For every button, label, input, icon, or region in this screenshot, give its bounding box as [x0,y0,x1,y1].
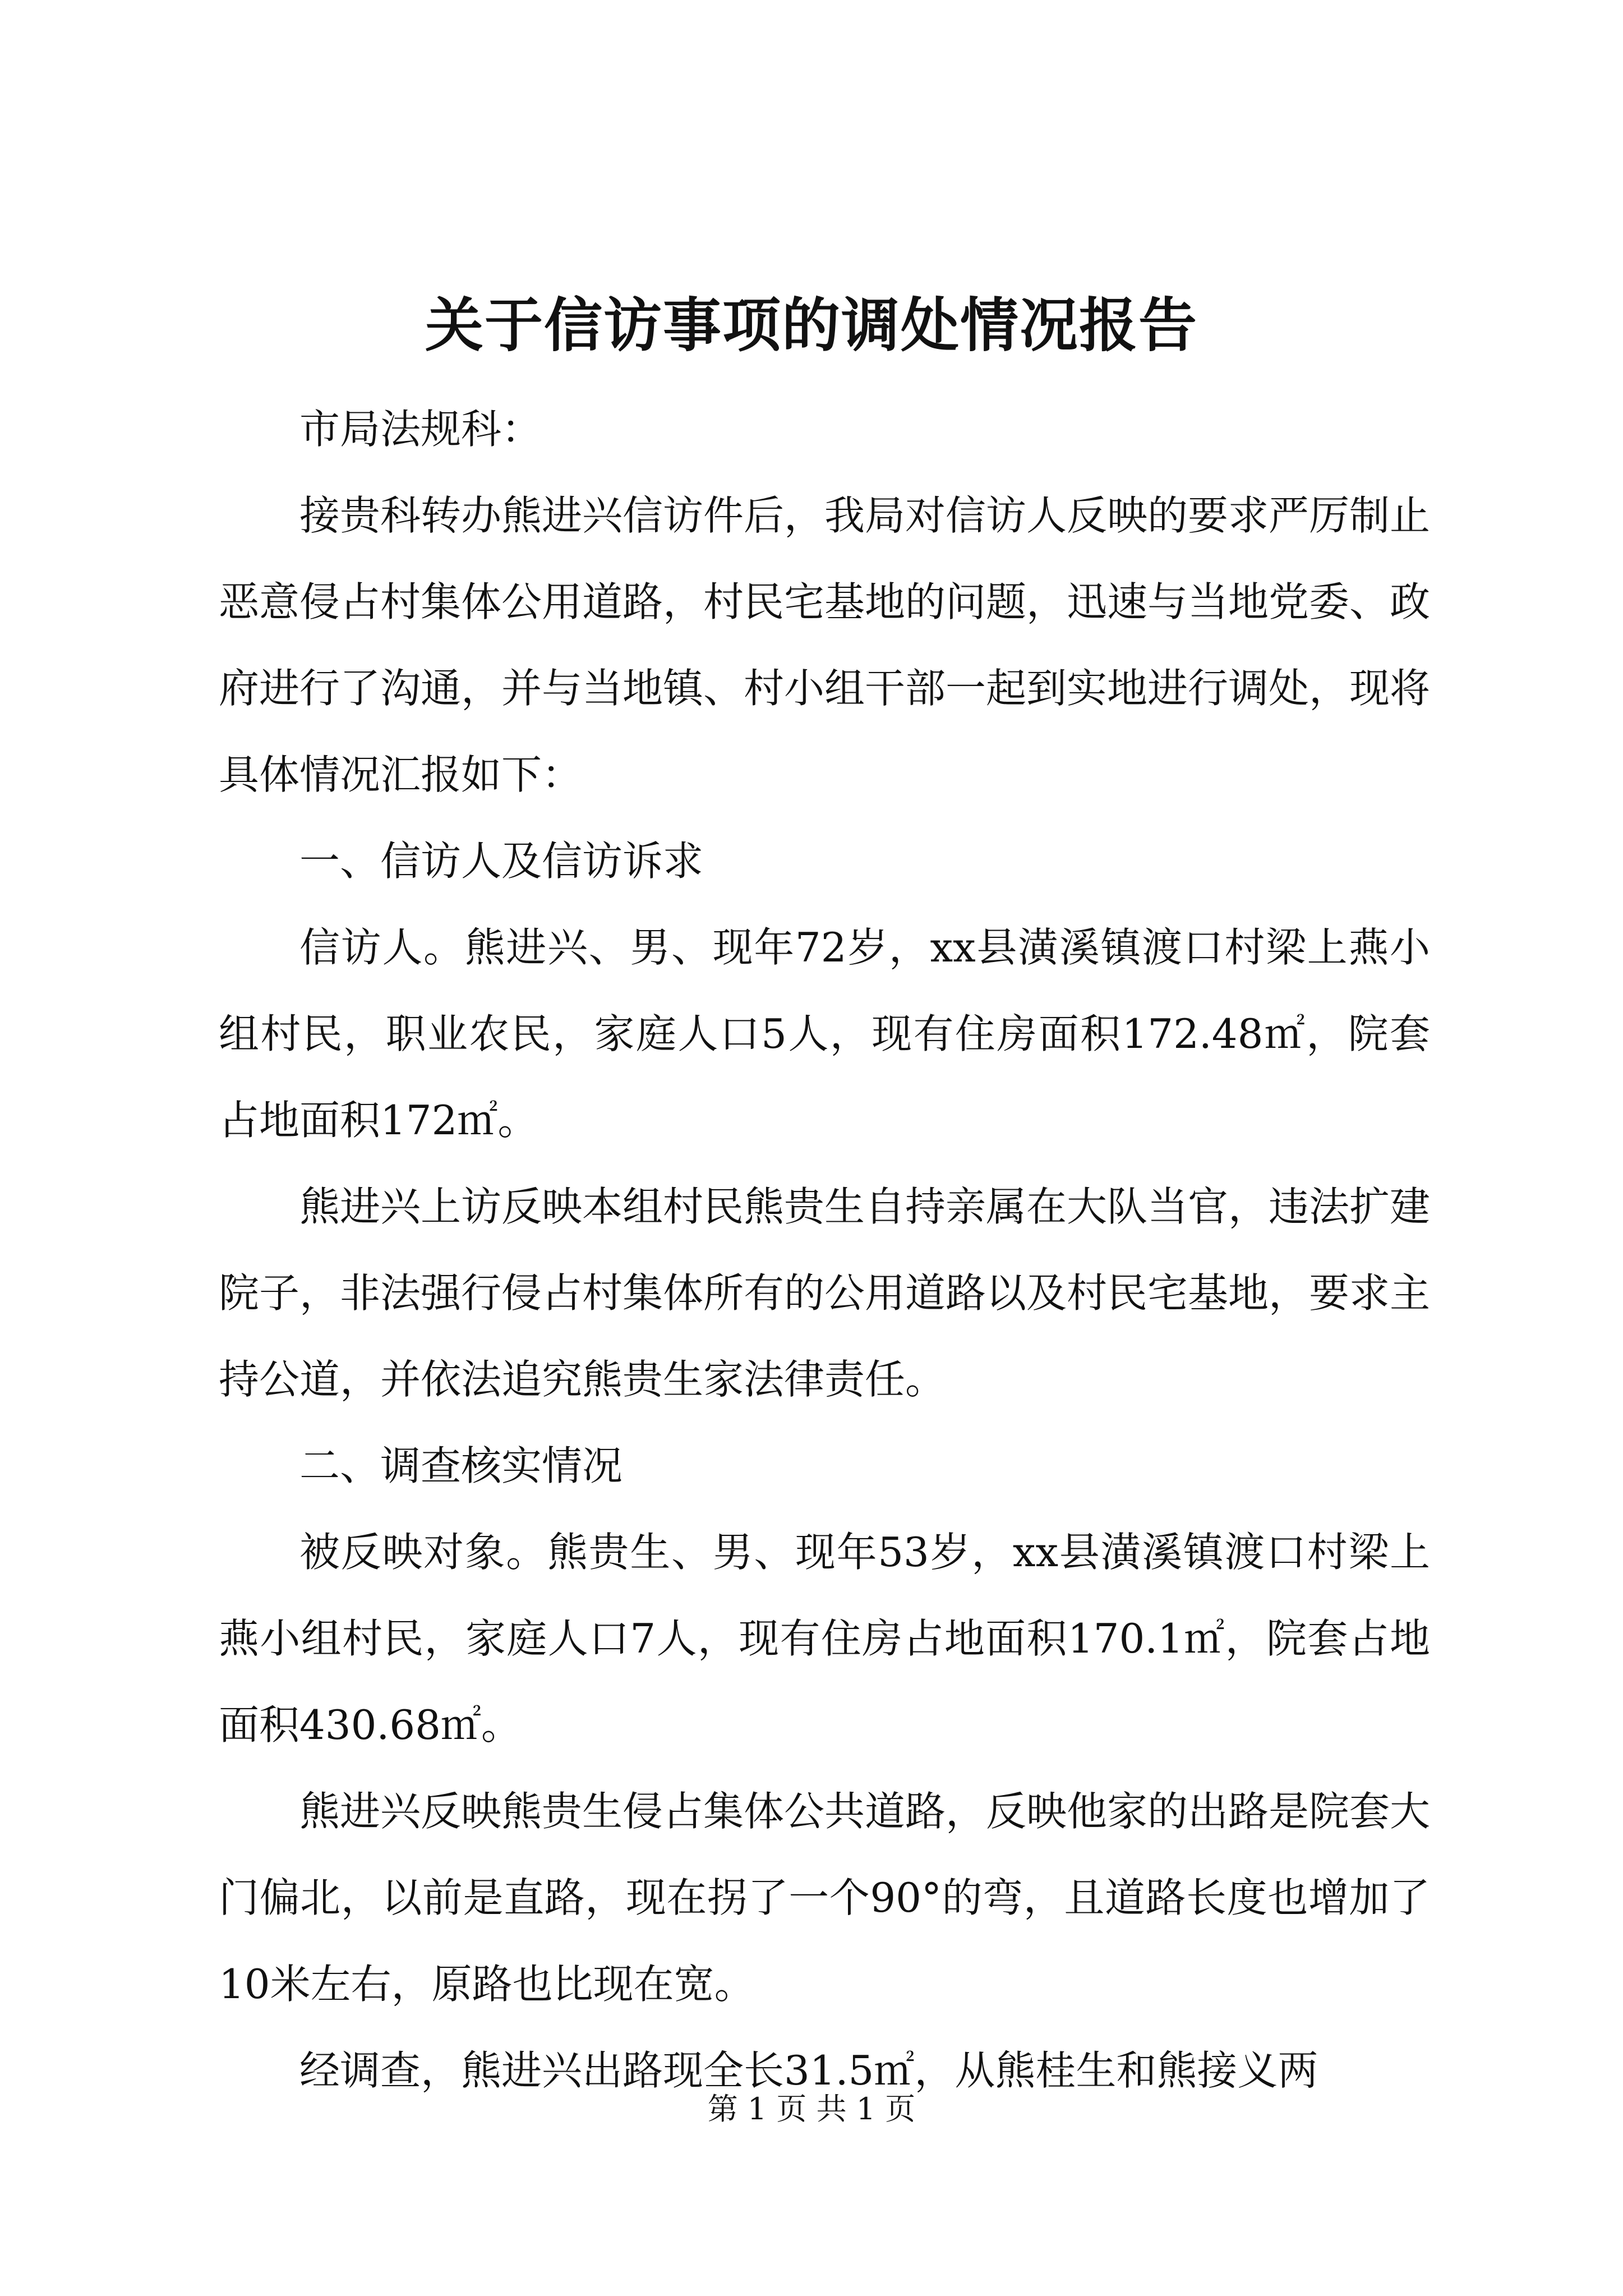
paragraph-complaint: 熊进兴上访反映本组村民熊贵生自持亲属在大队当官，违法扩建院子，非法强行侵占村集体所有的公用道路以及村民宅基地，要求主持公道，并依法追究熊贵生家法律责任。 [219,1183,1431,1403]
section-heading-2: 二、调查核实情况 [299,1442,623,1489]
page-footer: 第 1 页 共 1 页 [707,2091,916,2127]
document-body [219,386,1430,2114]
document-title: 关于信访事项的调处情况报告 [425,291,1198,360]
paragraph-recipient: 市局法规科： [299,406,542,453]
paragraph-respondent: 被反映对象。熊贵生、男、现年53岁，xx县潢溪镇渡口村梁上燕小组村民，家庭人口7人，现有住房占地面积170.1㎡，院套占地面积430.68㎡。 [219,1529,1430,1749]
section-heading-1: 一、信访人及信访诉求 [299,838,704,885]
paragraph-intro: 接贵科转办熊进兴信访件后，我局对信访人反映的要求严厉制止恶意侵占村集体公用道路，村民宅基地的问题，迅速与当地党委、政府进行了沟通，并与当地镇、村小组干部一起到实地进行调处，现将具体情况汇报如下： [219,492,1431,798]
paragraph-investigation: 经调查，熊进兴出路现全长31.5㎡，从熊桂生和熊接义两 [299,2047,1318,2094]
paragraph-petitioner: 信访人。熊进兴、男、现年72岁，xx县潢溪镇渡口村梁上燕小组村民，职业农民，家庭人口5人，现有住房面积172.48㎡，院套占地面积172㎡。 [219,924,1430,1144]
paragraph-road-report: 熊进兴反映熊贵生侵占集体公共道路，反映他家的出路是院套大门偏北，以前是直路，现在拐了一个90°的弯，且道路长度也增加了10米左右，原路也比现在宽。 [219,1788,1431,2008]
